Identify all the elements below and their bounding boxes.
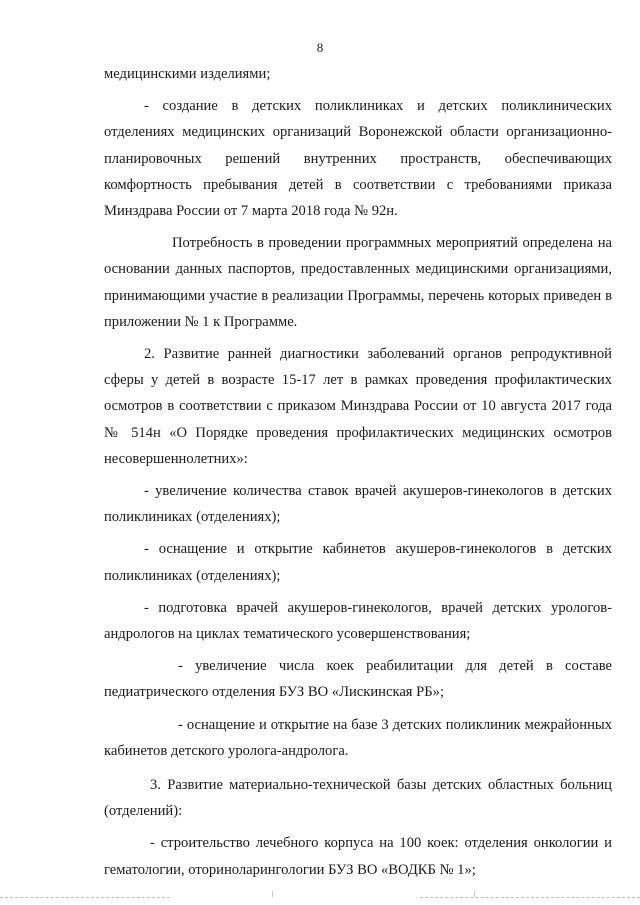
scan-edge-line-right: [420, 897, 640, 898]
paragraph-program-need: Потребность в проведении программных мероприятий определена на основании данных паспортов, предоставленных медицинскими организациями, принимающими участие в реализации Программы, перечень которых приведен в приложении № 1 к Программе.: [104, 235, 612, 330]
list-item-staff-increase: - увеличение количества ставок врачей акушеров-гинекологов в детских поликлиниках (отделениях);: [104, 483, 612, 526]
list-item-rehab-beds: - увеличение числа коек реабилитации для детей в составе педиатрического отделения БУЗ ВО «Лискинская РБ»;: [104, 658, 612, 701]
scan-edge-line-left: [0, 897, 170, 898]
scan-edge-marks: [0, 885, 640, 905]
section-heading-early-diagnostics: 2. Развитие ранней диагностики заболеваний органов репродуктивной сферы у детей в возрасте 15-17 лет в рамках проведения профилактических осмотров в соответствии с приказом Минздрава России от 10 августа 2017 года № 514н «О Порядке проведения профилактических медицинских осмотров несовершеннолетних»:: [104, 346, 612, 467]
scan-tick-mark: [272, 891, 273, 897]
scan-tick-mark: [474, 891, 475, 897]
page-number: 8: [316, 40, 324, 55]
list-item-waiting-areas: - создание в детских поликлиниках и детских поликлинических отделениях медицинских организаций Воронежской области организационно-планировочных решений внутренних пространств, обеспечивающих комфортность пребывания детей в соответствии с требованиями приказа Минздрава России от 7 марта 2018 года № 92н.: [104, 98, 612, 220]
document-body: [104, 61, 612, 883]
section-heading-material-base: 3. Развитие материально-технической базы детских областных больниц (отделений):: [104, 777, 612, 820]
list-item-doctor-training: - подготовка врачей акушеров-гинекологов, врачей детских урологов-андрологов на циклах тематического усовершенствования;: [104, 599, 612, 643]
paragraph-continuation: медицинскими изделиями;: [104, 66, 271, 82]
list-item-urology-rooms: - оснащение и открытие на базе 3 детских поликлиник межрайонных кабинетов детского уролога-андролога.: [104, 716, 612, 759]
list-item-new-building: - строительство лечебного корпуса на 100 коек: отделения онкологии и гематологии, оториноларингологии БУЗ ВО «ВОДКБ № 1»;: [104, 835, 612, 878]
list-item-gynecology-rooms: - оснащение и открытие кабинетов акушеров-гинекологов в детских поликлиниках (отделениях);: [104, 541, 612, 584]
